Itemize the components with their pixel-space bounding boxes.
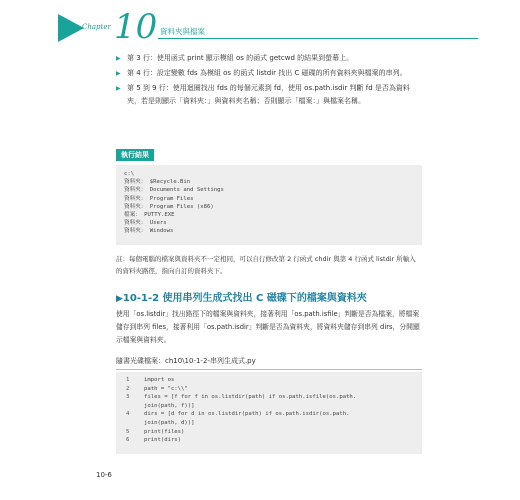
line-number	[122, 419, 144, 428]
bullet-list	[116, 52, 422, 110]
section-arrow-icon: ▶	[116, 294, 123, 304]
bullet-text: 第 5 到 9 行：使用迴圈找出 fds 的每個元素到 fd，使用 os.path.isdir 判斷 fd 是否為資料夾，若是則顯示「資料夾：」與資料夾名稱；否則顯示「檔案：」與檔案名稱。	[127, 84, 410, 105]
code-line	[122, 393, 416, 402]
code-line	[122, 419, 416, 428]
code-text: print(files)	[144, 428, 185, 435]
result-line: 資料夾： Program Files	[124, 195, 194, 202]
bullet-item	[116, 82, 422, 108]
result-line: 資料夾： Windows	[124, 228, 174, 235]
code-line	[122, 410, 416, 419]
bullet-arrow-icon: ▶	[116, 70, 121, 77]
result-line: 資料夾： $Recycle.Bin	[124, 179, 191, 186]
code-text: join(path, f))]	[144, 402, 195, 409]
page-number: 10-6	[96, 471, 112, 479]
line-number: 5	[126, 428, 130, 435]
code-line	[122, 376, 416, 385]
bullet-arrow-icon: ▶	[116, 85, 121, 92]
bullet-arrow-icon: ▶	[116, 55, 121, 62]
line-number: 1	[126, 377, 130, 383]
code-text: print(dirs)	[144, 437, 182, 444]
result-badge: 執行結果	[116, 149, 154, 161]
code-text: join(path, d))]	[144, 419, 195, 426]
result-line: c:\	[124, 171, 135, 177]
bullet-text: 第 3 行：使用函式 print 顯示模組 os 的函式 getcwd 的結果到螢幕上。	[127, 54, 354, 62]
bullet-item	[116, 67, 422, 80]
result-line: 資料夾： Documents and Settings	[124, 187, 224, 194]
code-text: import os	[144, 377, 175, 383]
chapter-header	[58, 7, 478, 47]
note-paragraph: 註：每個電腦的檔案與資料夾不一定相同，可以自行修改第 2 行函式 chdir 與第 4 行函式 listdir 所輸入的資料夾路徑，指向自訂的資料夾下。	[116, 255, 416, 275]
line-number: 3	[126, 394, 130, 401]
result-line: 資料夾： Users	[124, 220, 167, 227]
chapter-word: Chapter	[82, 23, 111, 31]
code-text: files = [f for f in os.listdir(path) if os.path.isfile(os.path.	[144, 394, 357, 401]
code-line	[122, 385, 416, 394]
bullet-text: 第 4 行：設定變數 fds 為模組 os 的函式 listdir 找出 C 磁碟的所有資料夾與檔案的串列。	[127, 69, 407, 77]
line-number	[122, 402, 144, 411]
code-line	[122, 436, 416, 445]
header-divider	[158, 38, 478, 39]
chapter-number: 10	[114, 7, 158, 47]
result-output-box	[116, 165, 422, 245]
code-listing	[116, 372, 422, 454]
line-number: 4	[126, 411, 130, 418]
chapter-triangle-icon	[58, 14, 84, 42]
line-number: 2	[126, 385, 130, 392]
code-caption: 隨書光碟檔案：ch10\10-1-2-串列生成式.py	[116, 357, 256, 365]
code-line	[122, 428, 416, 437]
section-description: 使用「os.listdir」找出路徑下的檔案與資料夾，接著利用「os.path.isfile」判斷是否為檔案，將檔案儲存到串列 files，接著利用「os.path.isdir」判斷是否為資料夾，將資料夾儲存到串列 dirs，分開顯示檔案與資料夾。	[116, 310, 420, 344]
code-line	[122, 402, 416, 411]
caption-divider	[116, 369, 422, 370]
chapter-title: 資料夾與檔案	[160, 27, 205, 36]
result-line: 資料夾： Program Files (x86)	[124, 203, 214, 210]
section-title-text: 10-1-2 使用串列生成式找出 C 磁碟下的檔案與資料夾	[122, 293, 367, 304]
section-heading	[116, 289, 422, 304]
code-text: path = "c:\\"	[144, 385, 188, 392]
code-text: dirs = [d for d in os.listdir(path) if os.path.isdir(os.path.	[144, 411, 350, 418]
result-line: 檔案： PUTTY.EXE	[124, 212, 175, 219]
line-number: 6	[126, 437, 130, 444]
bullet-item	[116, 52, 422, 65]
